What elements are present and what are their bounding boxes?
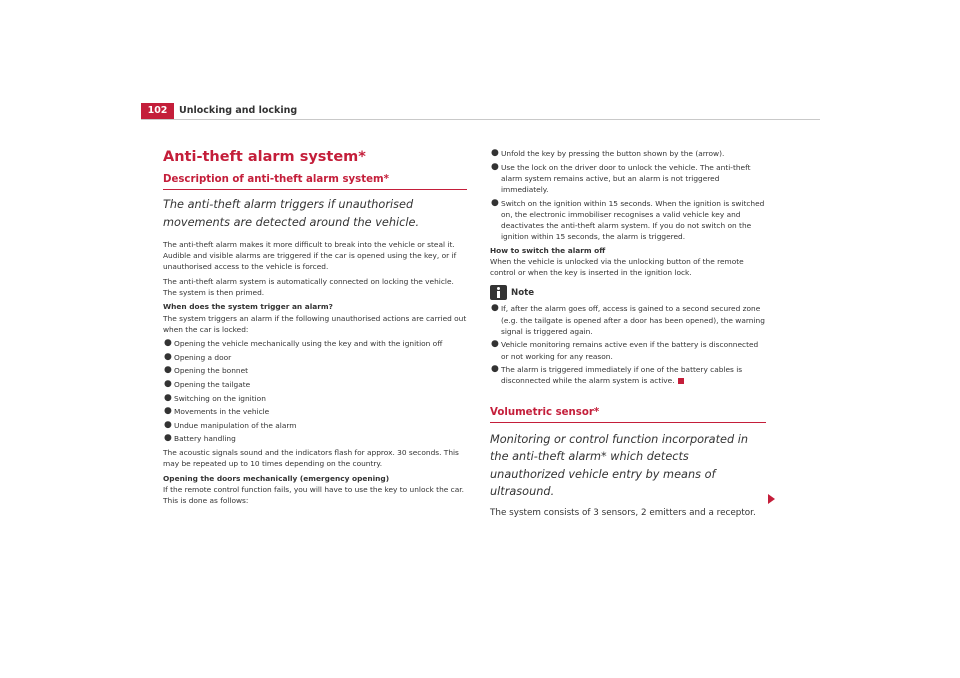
section-intro: The anti-theft alarm triggers if unauthorised movements are detected around the vehicle. bbox=[163, 198, 420, 229]
list-item: ● Switching on the ignition bbox=[164, 392, 266, 403]
bullet-icon: ● bbox=[491, 161, 499, 172]
bullet-icon: ● bbox=[491, 339, 499, 350]
subheading-switch-off: How to switch the alarm off bbox=[490, 245, 606, 255]
paragraph: The system consists of 3 sensors, 2 emitters and a receptor. bbox=[490, 507, 756, 518]
section-intro-volumetric: Monitoring or control function incorporated in the anti-theft alarm* which detects unauthorized vehicle entry by means of ultrasound. bbox=[490, 432, 749, 499]
paragraph: The acoustic signals sound and the indicators flash for approx. 30 seconds. This may be repeated up to 10 times depending on the country. bbox=[163, 447, 459, 469]
paragraph: When the vehicle is unlocked via the unlocking button of the remote control or when the key is inserted in the ignition lock. bbox=[490, 257, 744, 278]
section-subtitle-volumetric: Volumetric sensor* bbox=[490, 406, 766, 423]
bullet-icon: ● bbox=[491, 364, 499, 375]
bullet-icon: ● bbox=[164, 378, 172, 389]
chapter-title: Anti-theft alarm system* bbox=[163, 149, 366, 165]
list-item: ● Use the lock on the driver door to unlock the vehicle. The anti-theft alarm system remains active, but an alarm is not triggered immediately. bbox=[491, 161, 751, 194]
bullet-icon: ● bbox=[164, 338, 172, 349]
paragraph: If the remote control function fails, you will have to use the key to unlock the car. This is done as follows: bbox=[163, 484, 464, 505]
bullet-icon: ● bbox=[491, 148, 499, 158]
list-item: ● Vehicle monitoring remains active even if the battery is disconnected or not working for any reason. bbox=[491, 339, 759, 361]
bullet-icon: ● bbox=[164, 433, 172, 444]
bullet-icon: ● bbox=[164, 365, 172, 376]
list-item: ● Opening the bonnet bbox=[164, 365, 249, 376]
running-section-title: Unlocking and locking bbox=[179, 105, 298, 116]
list-item: ● Opening the tailgate bbox=[164, 378, 251, 389]
subheading-when-alarm: When does the system trigger an alarm? bbox=[163, 302, 333, 312]
paragraph: The system triggers an alarm if the following unauthorised actions are carried out when the car is locked: bbox=[163, 313, 467, 334]
note-header bbox=[490, 285, 766, 300]
section-subtitle: Description of anti-theft alarm system* bbox=[163, 173, 467, 190]
paragraph: The anti-theft alarm system is automatically connected on locking the vehicle. The system is then primed. bbox=[163, 276, 454, 297]
left-column bbox=[163, 148, 467, 509]
paragraph: The anti-theft alarm makes it more difficult to break into the vehicle or steal it. Audible and visible alarms are triggered if the car is opened using the key, or if unauthorised access to the vehicle is forced. bbox=[163, 240, 457, 272]
list-item: ● Movements in the vehicle bbox=[164, 406, 270, 417]
list-item: ● Battery handling bbox=[164, 433, 236, 444]
info-note-icon bbox=[490, 285, 507, 300]
list-item: ● If, after the alarm goes off, access is gained to a second secured zone (e.g. the tailgate is opened after a door has been opened), the warning signal is triggered again. bbox=[491, 303, 765, 336]
page-number: 102 bbox=[141, 103, 174, 119]
trigger-list bbox=[163, 338, 467, 444]
bullet-icon: ● bbox=[491, 197, 499, 208]
bullet-icon: ● bbox=[491, 303, 499, 314]
bullet-icon: ● bbox=[164, 419, 172, 430]
continue-arrow-icon bbox=[768, 494, 775, 504]
list-item: ● Unfold the key by pressing the button shown by the (arrow). bbox=[491, 148, 725, 158]
right-column bbox=[490, 148, 766, 519]
page-header bbox=[141, 103, 820, 119]
list-item: ● Opening a door bbox=[164, 351, 232, 362]
list-item: ● Opening the vehicle mechanically using the key and with the ignition off bbox=[164, 338, 443, 349]
list-item: ● Undue manipulation of the alarm bbox=[164, 419, 297, 430]
section-end-icon bbox=[678, 378, 684, 384]
subheading-emergency-opening: Opening the doors mechanically (emergency opening) bbox=[163, 473, 390, 483]
header-divider bbox=[141, 119, 820, 120]
bullet-icon: ● bbox=[164, 406, 172, 417]
bullet-icon: ● bbox=[164, 392, 172, 403]
list-item: ● Switch on the ignition within 15 seconds. When the ignition is switched on, the electronic immobiliser recognises a valid vehicle key and deactivates the anti-theft alarm system. If you do not switch on the ignition within 15 seconds, the alarm is triggered. bbox=[491, 197, 765, 242]
note-label: Note bbox=[511, 287, 535, 298]
bullet-icon: ● bbox=[164, 351, 172, 362]
notes-list bbox=[490, 303, 766, 386]
emergency-steps-list bbox=[490, 148, 766, 242]
list-item: ● The alarm is triggered immediately if one of the battery cables is disconnected while the alarm system is active. bbox=[491, 364, 743, 386]
